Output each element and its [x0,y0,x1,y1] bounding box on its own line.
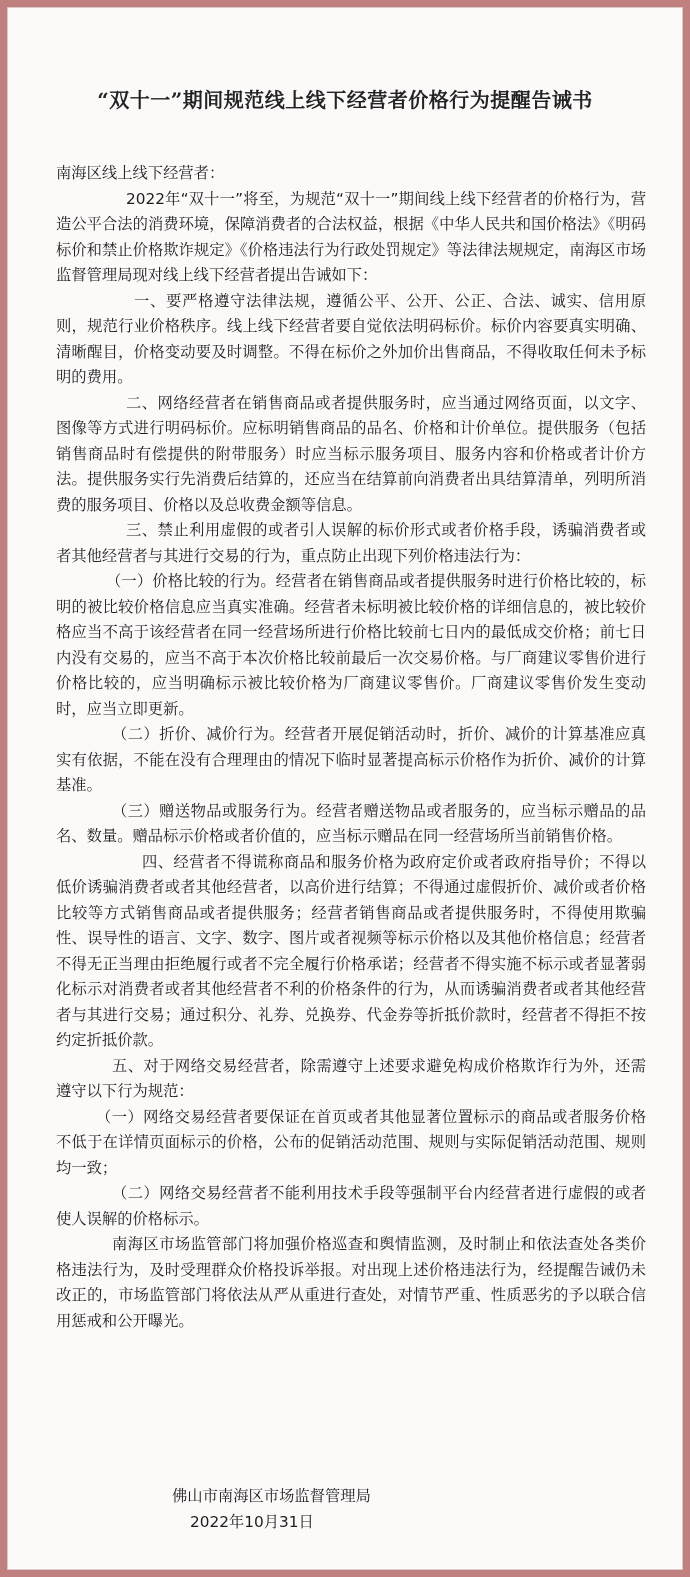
clause-3-item-2: （二）折价、减价行为。经营者开展促销活动时，折价、减价的计算基准应真实有依据，不能在没有合理理由的情况下临时显著提高标示价格作为折价、减价的计算基准。 [56,725,646,794]
clause-5: 五、对于网络交易经营者，除需遵守上述要求避免构成价格欺诈行为外，还需遵守以下行为规范： [56,1056,646,1100]
document-title: “双十一”期间规范线上线下经营者价格行为提醒告诫书 [97,88,593,112]
document-body [56,161,646,1334]
clause-5-item-1: （一）网络交易经营者要保证在首页或者其他显著位置标示的商品或者服务价格不低于在详情页面标示的价格，公布的促销活动范围、规则与实际促销活动范围、规则均一致； [56,1107,646,1177]
salutation: 南海区线上线下经营者： [56,164,225,182]
signature-org: 佛山市南海区市场监督管理局 [172,1487,371,1505]
clause-2: 二、网络经营者在销售商品或者提供服务时，应当通过网络页面，以文字、图像等方式进行明码标价。应标明销售商品的品名、价格和计价单位。提供服务（包括销售商品时有偿提供的附带服务）时应当标示服务项目、服务内容和价格或者计价方法。提供服务实行先消费后结算的，还应当在结算前向消费者出具结算清单，列明所消费的服务项目、价格以及总收费金额等信息。 [56,393,646,514]
signature-block [172,1484,371,1535]
closing-paragraph: 南海区市场监管部门将加强价格巡查和舆情监测，及时制止和依法查处各类价格违法行为，及时受理群众价格投诉举报。对出现上述价格违法行为，经提醒告诫仍未改正的，市场监管部门将依法从严从重进行查处，对情节严重、性质恶劣的予以联合信用惩戒和公开曝光。 [56,1235,646,1330]
clause-3: 三、禁止利用虚假的或者引人误解的标价形式或者价格手段，诱骗消费者或者其他经营者与其进行交易的行为，重点防止出现下列价格违法行为： [56,521,646,565]
clause-4: 四、经营者不得谎称商品和服务价格为政府定价或者政府指导价；不得以低价诱骗消费者或者其他经营者，以高价进行结算；不得通过虚假折价、减价或者价格比较等方式销售商品或者提供服务；经营者销售商品或者提供服务时，不得使用欺骗性、误导性的语言、文字、数字、图片或者视频等标示价格以及其他价格信息；经营者不得无正当理由拒绝履行或者不完全履行价格承诺；经营者不得实施不标示或者显著弱化标示对消费者或者其他经营者不利的价格条件的行为，从而诱骗消费者或者其他经营者与其进行交易；通过积分、礼券、兑换券、代金券等折抵价款时，经营者不得拒不按约定折抵价款。 [56,852,646,1049]
clause-3-item-3: （三）赠送物品或服务行为。经营者赠送物品或者服务的，应当标示赠品的品名、数量。赠品标示价格或者价值的，应当标示赠品在同一经营场所当前销售价格。 [56,801,646,845]
clause-5-item-2: （二）网络交易经营者不能利用技术手段等强制平台内经营者进行虚假的或者使人误解的价格标示。 [56,1184,646,1228]
intro-paragraph: 2022年“双十一”将至，为规范“双十一”期间线上线下经营者的价格行为，营造公平合法的消费环境，保障消费者的合法权益，根据《中华人民共和国价格法》《明码标价和禁止价格欺诈规定》《价格违法行为行政处罚规定》等法律法规规定，南海区市场监督管理局现对线上线下经营者提出告诫如下： [56,189,646,284]
clause-3-item-1: （一）价格比较的行为。经营者在销售商品或者提供服务时进行价格比较的，标明的被比较价格信息应当真实准确。经营者未标明被比较价格的详细信息的，被比较价格应当不高于该经营者在同一经营场所进行价格比较前七日内的最低成交价格；前七日内没有交易的，应当不高于本次价格比较前最后一次交易价格。与厂商建议零售价进行价格比较的，应当明确标示被比较价格为厂商建议零售价。厂商建议零售价发生变动时，应当立即更新。 [56,572,646,718]
signature-date: 2022年10月31日 [190,1512,314,1531]
document-sheet [7,7,683,1570]
clause-1: 一、要严格遵守法律法规，遵循公平、公开、公正、合法、诚实、信用原则，规范行业价格秩序。线上线下经营者要自觉依法明码标价。标价内容要真实明确、清晰醒目，价格变动要及时调整。不得在标价之外加价出售商品，不得收取任何未予标明的费用。 [56,291,646,386]
